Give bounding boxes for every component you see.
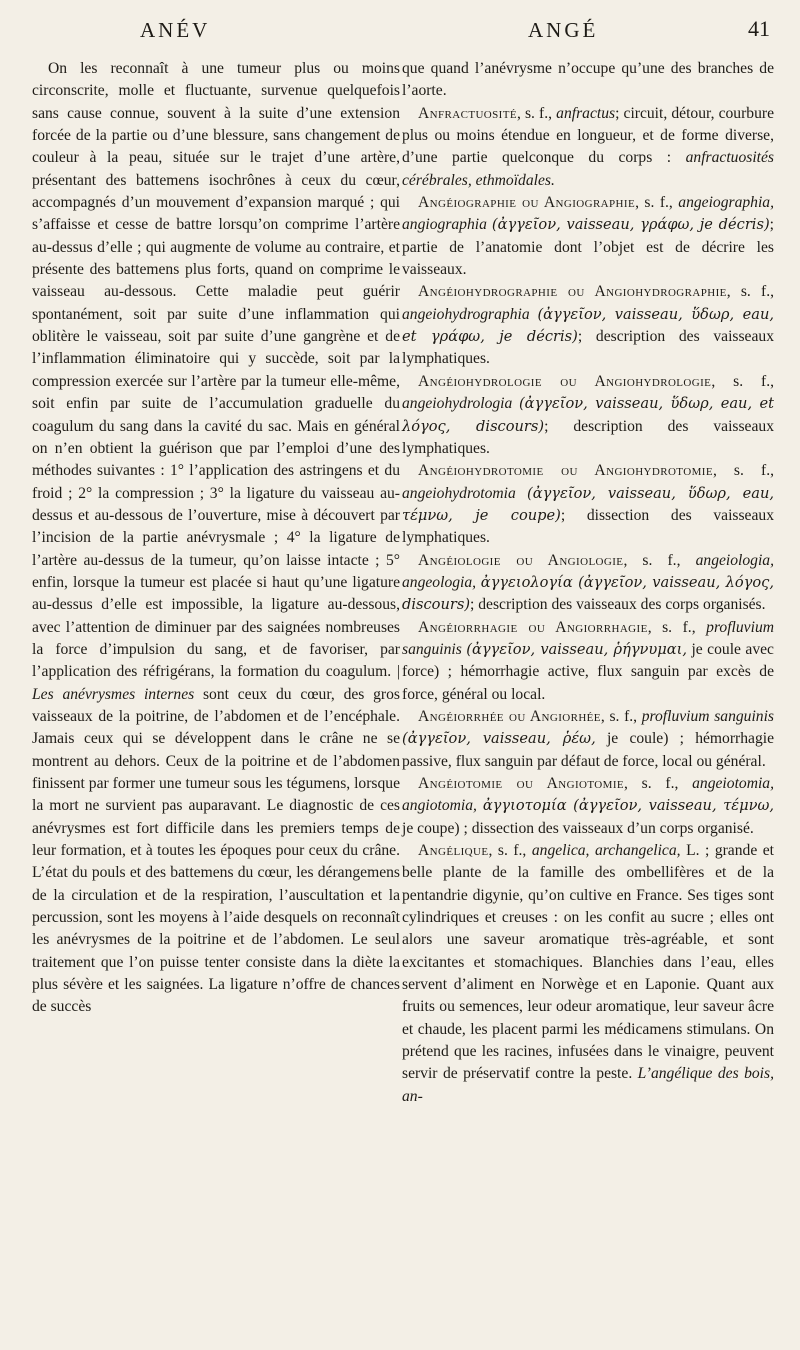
definition: ; description des vaisseaux lymphatiques. — [402, 328, 774, 368]
grammar: , s. f., — [712, 462, 774, 480]
grammar: , s. f., — [488, 842, 527, 860]
internal-aneurysms-term: Les anévrysmes internes — [32, 685, 195, 703]
grammar: , s. f., — [726, 283, 774, 301]
headword: Angéiologie ou Angiologie — [418, 551, 624, 569]
headword: Angéiographie ou Angiographie — [418, 194, 636, 212]
definition: je coule) ; hémorrhagie passive, flux sanguin par défaut de force, local ou général. — [402, 730, 774, 770]
entry-angeiohydrologie — [402, 371, 774, 460]
definition: ; circuit, détour, courbure plus ou moins étendue en longueur, et de forme diverse, d’une partie quelconque du corps : — [402, 104, 774, 167]
entry-angeiorrhagie — [402, 617, 774, 706]
latin-term: angeiohydrotomia — [402, 484, 516, 502]
aneurysm-text-after: sont ceux du cœur, des gros vaisseaux de la poitrine, de l’abdomen et de l’encéphale. Jamais ceux qui se développent dans le crâne ne se montrent au dehors. Ceux de la poitrine et de l’abdomen finissent par former une tumeur sous les tégumens, lorsque la mort ne survient pas auparavant. Le diagnostic de ces anévrysmes est fort difficile dans les premiers temps de leur formation, et à toutes les époques pour ceux du crâne. L’état du pouls et des battemens du cœur, les dérangemens de la circulation et de la respiration, l’auscultation et la percussion, sont les moyens à l’aide desquels on reconnaît les anévrysmes de la poitrine et de l’abdomen. Le seul traitement que l’on puisse tenter consiste dans la diète la plus sévère et les saignées. La ligature n’offre de chances de succès — [32, 685, 400, 1016]
greek-etymology: (ἀγγεῖον, vaisseau, γράφω, je décris) — [491, 216, 770, 234]
aneurysm-text: On les reconnaît à une tumeur plus ou moins circonscrite, molle et fluctuante, survenue quelquefois sans cause connue, souvent à la suite d’une extension forcée de la partie ou d’une blessure, sans changement de couleur à la peau, située sur le trajet d’une artère, présentant des battemens isochrônes à ceux du cœur, accompagnés d’un mouvement d’expansion marqué ; qui s’affaisse et cesse de battre lorsqu’on comprime l’artère au-dessus d’elle ; qui augmente de volume au contraire, et présente des battemens plus forts, quand on comprime le vaisseau au-dessous. Cette maladie peut guérir spontanément, soit par suite d’une inflammation qui oblitère le vaisseau, soit par suite d’une gangrène et de l’inflammation éliminatoire qui y succède, soit par la compression exercée sur l’artère par la tumeur elle-même, soit enfin par suite de l’accumulation graduelle du coagulum du sang dans la cavité du sac. Mais en général on n’en obtient la guérison que par l’emploi d’une des méthodes suivantes : 1° l’application des astringens et du froid ; 2° la compression ; 3° la ligature du vaisseau au-dessus et au-dessous de l’ouverture, mise à découvert par l’incision de la partie anévrysmale ; 4° la ligature de l’artère au-dessus de la tumeur, qu’on laisse intacte ; 5° enfin, lorsque la tumeur est placée si haut qu’une ligature au-dessus d’elle est impossible, la ligature au-dessous, avec l’attention de diminuer par des saignées nombreuses la force d’impulsion du sang, et de favoriser, par l’application des réfrigérans, la formation du coagulum. | — [32, 60, 400, 681]
entry-angelique — [402, 840, 774, 1108]
definition: ; partie de l’anatomie dont l’objet est de décrire les vaisseaux. — [402, 216, 774, 279]
right-column — [402, 58, 774, 1108]
headword: Angéiorrhagie ou Angiorrhagie — [418, 618, 648, 636]
entry-angeiohydrotomie — [402, 460, 774, 549]
definition: je coule avec force) ; hémorrhagie active, flux sanguin par excès de force, général ou local. — [402, 640, 774, 703]
headword: Angéiorrhée ou Angiorhée — [418, 707, 601, 725]
latin-term: profluvium sanguinis — [402, 618, 774, 658]
definition: ; description des vaisseaux lymphatiques. — [402, 417, 774, 457]
definition: ; description des vaisseaux des corps organisés. — [470, 596, 766, 614]
grammar: , s. f., — [623, 551, 681, 569]
aneurysm-continuation — [32, 58, 400, 1019]
headword: Anfractuosité — [418, 104, 517, 122]
greek-etymology: (ἀγγεῖον, vaisseau, ὕδωρ, eau, et λόγος, discours) — [402, 395, 774, 435]
grammar: , s. f., — [711, 372, 775, 390]
latin-term: angeiologia, angeologia, — [402, 551, 774, 591]
entry-angeiorrhee — [402, 706, 774, 773]
running-head-left: ANÉV — [140, 18, 211, 42]
entry-angeiographie — [402, 192, 774, 281]
latin-term: anfractus — [556, 104, 616, 122]
headword: Angéiohydrographie ou Angiohydrographie — [418, 283, 727, 301]
entry-angeiohydrographie — [402, 281, 774, 370]
grammar: , s. f., — [600, 707, 638, 725]
grammar: , s. f., — [516, 104, 553, 122]
headword: Angéiohydrologie ou Angiohydrologie — [418, 372, 712, 390]
aneurysm-end: que quand l’anévrysme n’occupe qu’une des branches de l’aorte. — [402, 60, 774, 100]
headword: Angéiohydrotomie ou Angiohydrotomie — [418, 462, 713, 480]
cross-reference: L’angélique des bois, an- — [402, 1065, 774, 1105]
latin-term: angelica, archangelica, — [531, 842, 681, 860]
page-number: 41 — [748, 16, 770, 41]
grammar: , s. f., — [647, 618, 696, 636]
greek-etymology: (ἀγγεῖον, vaisseau, ὕδωρ, eau, τέμνω, je coupe) — [402, 484, 774, 524]
running-head-right: ANGÉ — [528, 18, 599, 42]
grammar: , s. f., — [635, 194, 673, 212]
example: anfractuosités cérébrales, ethmoïdales. — [402, 149, 774, 189]
entry-anfractuosite — [402, 103, 774, 192]
headword: Angélique — [418, 842, 489, 860]
greek-etymology: ἀγγιοτομία (ἀγγεῖον, vaisseau, τέμνω, — [482, 797, 774, 815]
grammar: , s. f., — [624, 775, 679, 792]
headword: Angéiotomie ou Angiotomie — [418, 775, 625, 792]
greek-etymology: (ἀγγεῖον, vaisseau, ὕδωρ, eau, et γράφω, je décris) — [402, 305, 774, 346]
latin-term: profluvium sanguinis — [641, 707, 774, 725]
entry-angeiologie — [402, 550, 774, 617]
entry-angeiotomie — [402, 773, 774, 840]
definition: L. ; grande et belle plante de la famille des ombellifères et de la pentandrie digynie, qu’on cultive en France. Ses tiges sont cylindriques et creuses : on les confit au sucre ; elles ont alors une saveur aromatique très-agréable, et sont excitantes et stomachiques. Blanchies dans l’eau, elles servent d’aliment en Norwège et en Laponie. Quant aux fruits ou semences, leur odeur aromatique, leur saveur âcre et chaude, les placent parmi les médicamens stimulans. On prétend que les racines, infusées dans le vinaigre, peuvent servir de préservatif contre la peste. — [402, 842, 775, 1083]
latin-term: angeiohydrologia — [402, 395, 513, 413]
greek-etymology: (ἀγγεῖον, vaisseau, ῥήγνυμαι, — [466, 640, 687, 658]
latin-term: angeiographia, angiographia — [402, 194, 774, 234]
definition: je coupe) ; dissection des vaisseaux d’un corps organisé. — [402, 819, 754, 837]
greek-etymology: ἀγγειολογία (ἀγγεῖον, vaisseau, λόγος, discours) — [402, 573, 774, 614]
latin-term: angeiohydrographia — [402, 305, 530, 323]
latin-term: angeiotomia, angiotomia, — [402, 775, 774, 815]
left-column — [32, 58, 400, 1019]
definition: ; dissection des vaisseaux lymphatiques. — [402, 506, 774, 547]
greek-etymology: (ἀγγεῖον, vaisseau, ῥέω, — [402, 730, 596, 748]
